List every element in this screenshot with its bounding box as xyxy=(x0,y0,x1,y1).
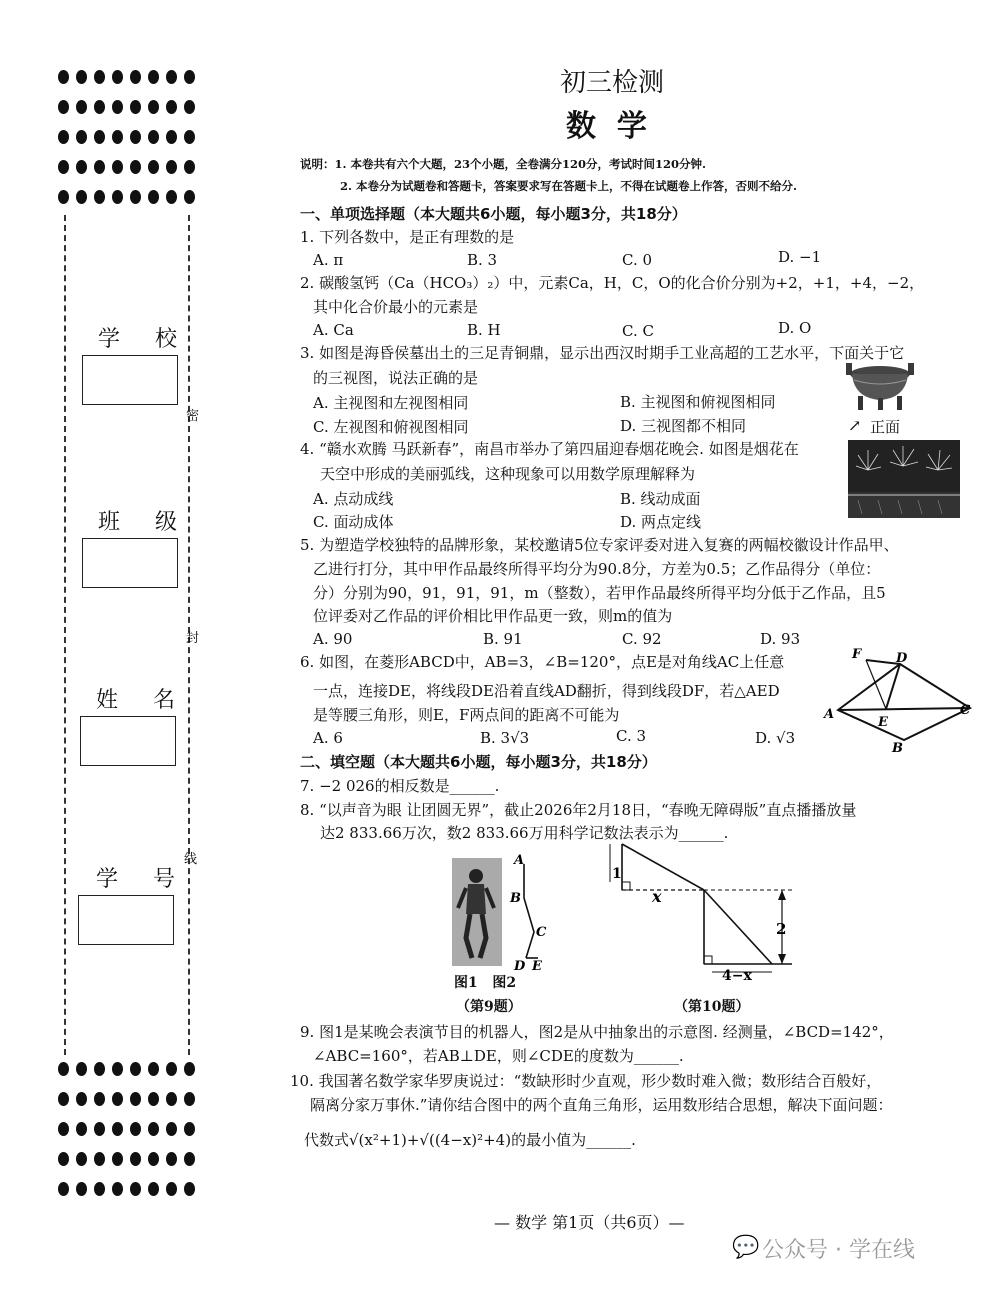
q6-option-d[interactable]: D. √3 xyxy=(755,729,796,747)
school-label: 学 校 xyxy=(98,327,191,352)
watermark-text: 公众号 · 学在线 xyxy=(762,1238,915,1263)
front-view-arrow-icon: ↗ xyxy=(848,416,862,435)
triangles-figure xyxy=(604,838,804,988)
q10-line-3: 代数式√(x²+1)+√((4−x)²+4)的最小值为______. xyxy=(304,1131,636,1149)
point-b-label: B xyxy=(892,741,903,756)
fig10-label-two: 2 xyxy=(776,920,787,938)
fig9-point-d: D xyxy=(514,959,526,974)
fig10-label-x: x xyxy=(652,887,662,906)
q1-option-c[interactable]: C. 0 xyxy=(622,251,653,269)
q1-option-b[interactable]: B. 3 xyxy=(467,251,498,269)
q2-option-d[interactable]: D. O xyxy=(778,319,812,337)
q1-stem: 1. 下列各数中，是正有理数的是 xyxy=(300,228,515,246)
q3-stem-line-1: 3. 如图是海昏侯墓出土的三足青铜鼎，显示出西汉时期手工业高超的工艺水平，下面关于它 xyxy=(300,344,905,362)
section-2-heading: 二、填空题（本大题共6小题，每小题3分，共18分） xyxy=(300,753,657,771)
bronze-ding-image xyxy=(840,360,920,412)
q7-text: 7. −2 026的相反数是______. xyxy=(300,777,500,795)
fig10-caption: （第10题） xyxy=(674,999,750,1015)
q1-option-a[interactable]: A. π xyxy=(313,251,344,269)
q4-option-d[interactable]: D. 两点定线 xyxy=(620,513,702,531)
q4-option-c[interactable]: C. 面动成体 xyxy=(313,513,394,531)
q2-option-c[interactable]: C. C xyxy=(622,322,654,340)
robot-schematic xyxy=(506,850,550,974)
q2-option-b[interactable]: B. H xyxy=(467,321,501,339)
q4-stem-line-2: 天空中形成的美丽弧线，这种现象可以用数学原理解释为 xyxy=(320,465,696,483)
name-label: 姓 名 xyxy=(96,688,189,713)
section-1-heading: 一、单项选择题（本大题共6小题，每小题3分，共18分） xyxy=(300,205,687,223)
school-field[interactable] xyxy=(82,355,178,405)
q6-option-a[interactable]: A. 6 xyxy=(313,729,343,747)
student-id-label: 学 号 xyxy=(96,867,189,892)
q6-option-c[interactable]: C. 3 xyxy=(616,727,647,745)
q6-option-b[interactable]: B. 3√3 xyxy=(480,729,530,747)
q2-stem-line-2: 其中化合价最小的元素是 xyxy=(313,298,479,316)
q3-option-c[interactable]: C. 左视图和俯视图相同 xyxy=(313,418,469,436)
q4-option-b[interactable]: B. 线动成面 xyxy=(620,490,701,508)
page-number: — 数学 第1页（共6页）— xyxy=(494,1213,685,1232)
q5-line-4: 位评委对乙作品的评价相比甲作品更一致，则m的值为 xyxy=(313,607,673,625)
q10-line-1: 10. 我国著名数学家华罗庚说过：“数缺形时少直观，形少数时难入微；数形结合百般好， xyxy=(290,1072,882,1090)
binding-line-left xyxy=(64,215,66,1055)
point-e-label: E xyxy=(878,715,888,730)
seal-char-xian: 线 xyxy=(184,852,198,867)
fig9-point-a: A xyxy=(514,853,525,868)
q5-line-2: 乙进行打分，其中甲作品最终所得平均分为90.8分，方差为0.5；乙作品得分（单位： xyxy=(313,560,881,578)
fig10-label-bottom: 4−x xyxy=(722,968,752,984)
q2-option-a[interactable]: A. Ca xyxy=(313,321,354,339)
front-view-label: 正面 xyxy=(870,418,901,436)
q2-stem-line-1: 2. 碳酸氢钙（Ca（HCO₃）₂）中，元素Ca，H，C，O的化合价分别为+2，+1，+4，−2， xyxy=(300,274,925,292)
fig9-caption: （第9题） xyxy=(456,999,522,1015)
q4-stem-line-1: 4. “赣水欢腾 马跃新春”，南昌市举办了第四届迎春烟花晚会. 如图是烟花在 xyxy=(300,440,799,458)
point-f-label: F xyxy=(852,647,862,662)
q10-line-2: 隔离分家万事休.”请你结合图中的两个直角三角形，运用数形结合思想，解决下面问题： xyxy=(310,1096,893,1114)
fig9-point-c: C xyxy=(536,925,547,940)
seal-char-mi: 密 xyxy=(186,409,200,424)
q3-stem-line-2: 的三视图，说法正确的是 xyxy=(313,369,479,387)
point-a-label: A xyxy=(824,707,835,722)
exam-title: 初三检测 xyxy=(560,68,665,98)
instructions-line-1: 说明：1. 本卷共有六个大题，23个小题，全卷满分120分，考试时间120分钟. xyxy=(300,157,707,171)
q5-option-a[interactable]: A. 90 xyxy=(313,630,353,648)
q3-option-d[interactable]: D. 三视图都不相同 xyxy=(620,417,747,435)
q1-option-d[interactable]: D. −1 xyxy=(778,248,822,266)
instructions-line-2: 2. 本卷分为试题卷和答题卡，答案要求写在答题卡上，不得在试题卷上作答，否则不给分. xyxy=(340,179,798,193)
q3-option-b[interactable]: B. 主视图和俯视图相同 xyxy=(620,393,776,411)
q5-line-1: 5. 为塑造学校独特的品牌形象，某校邀请5位专家评委对进入复赛的两幅校徽设计作品甲、 xyxy=(300,536,899,554)
q4-option-a[interactable]: A. 点动成线 xyxy=(313,490,394,508)
q6-line-3: 是等腰三角形，则E，F两点间的距离不可能为 xyxy=(313,706,620,724)
name-field[interactable] xyxy=(80,716,176,766)
q5-option-c[interactable]: C. 92 xyxy=(622,630,662,648)
q6-line-2: 一点，连接DE，将线段DE沿着直线AD翻折，得到线段DF，若△AED xyxy=(313,682,780,700)
point-c-label: C xyxy=(960,703,971,718)
q5-option-d[interactable]: D. 93 xyxy=(760,630,801,648)
robot-photo xyxy=(452,858,502,966)
fig10-label-one: 1 xyxy=(612,866,622,882)
subject-title: 数 学 xyxy=(566,109,647,144)
fig9-sub-labels: 图1 图2 xyxy=(454,975,517,991)
class-label: 班 级 xyxy=(98,510,191,535)
q9-line-1: 9. 图1是某晚会表演节目的机器人，图2是从中抽象出的示意图. 经测量，∠BCD=142°， xyxy=(300,1023,894,1041)
q3-option-a[interactable]: A. 主视图和左视图相同 xyxy=(313,394,469,412)
point-d-label: D xyxy=(896,651,908,666)
q5-line-3: 分）分别为90，91，91，91，m（整数），若甲作品最终所得平均分低于乙作品，且5 xyxy=(313,584,886,602)
seal-char-feng: 封 xyxy=(186,631,200,646)
q8-line-1: 8. “以声音为眼 让团圆无界”，截止2026年2月18日，“春晚无障碍版”直点播播放量 xyxy=(300,801,857,819)
fig9-point-b: B xyxy=(510,891,521,906)
student-id-field[interactable] xyxy=(78,895,174,945)
q6-line-1: 6. 如图，在菱形ABCD中，AB=3，∠B=120°，点E是对角线AC上任意 xyxy=(300,653,785,671)
q5-option-b[interactable]: B. 91 xyxy=(483,630,523,648)
fig9-point-e: E xyxy=(532,959,542,974)
q9-line-2: ∠ABC=160°，若AB⊥DE，则∠CDE的度数为______. xyxy=(313,1047,684,1065)
fireworks-image xyxy=(848,440,960,518)
rhombus-figure xyxy=(820,644,980,756)
wechat-icon: 💬 xyxy=(732,1235,760,1260)
class-field[interactable] xyxy=(82,538,178,588)
q8-line-2: 达2 833.66万次，数2 833.66万用科学记数法表示为______. xyxy=(320,824,729,842)
